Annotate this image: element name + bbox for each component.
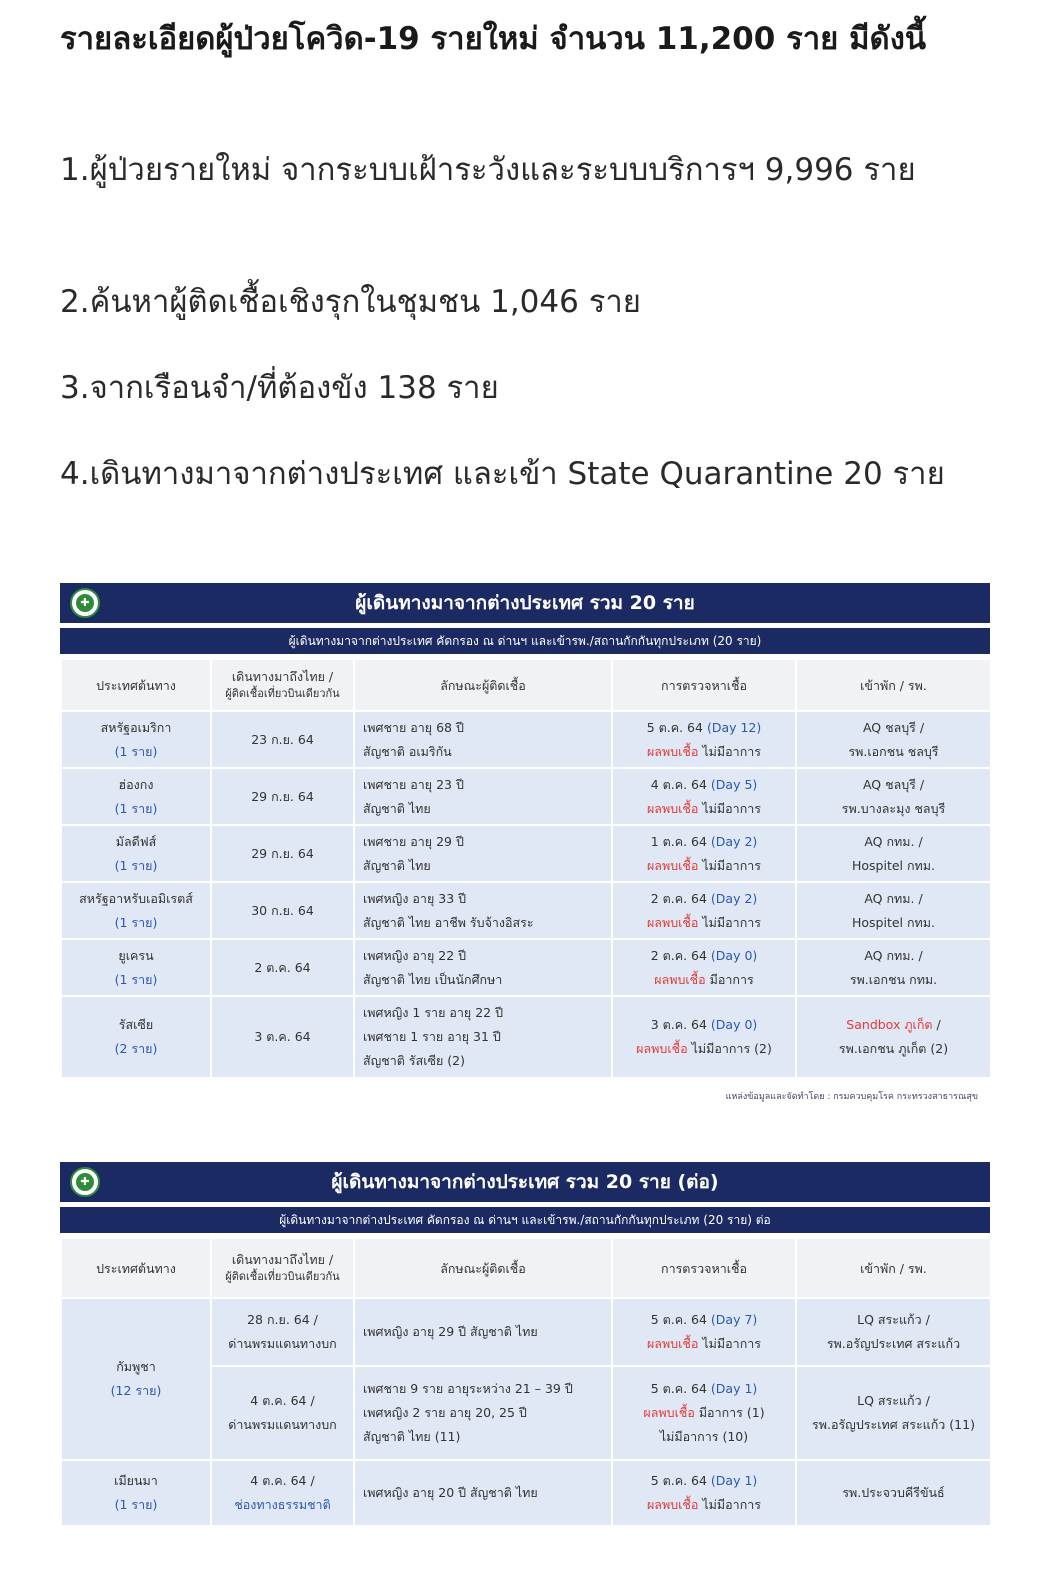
test-date: 1 ต.ค. 64 <box>650 833 707 849</box>
arrival-channel: ช่องทางธรรมชาติ <box>234 1497 331 1512</box>
symptom: ไม่มีอาการ (2) <box>687 1041 772 1056</box>
test-date: 2 ต.ค. 64 <box>650 947 707 963</box>
header-country: ประเทศต้นทาง <box>61 1238 211 1298</box>
stay-quarantine: AQ ชลบุรี / <box>862 719 925 735</box>
test-day: (Day 2) <box>710 833 758 849</box>
test-day: (Day 2) <box>710 890 758 906</box>
stay-hospital: Hospitel กทม. <box>851 914 936 930</box>
stay-quarantine: LQ สระแก้ว / <box>857 1393 930 1408</box>
item-1: 1.ผู้ป่วยรายใหม่ จากระบบเฝ้าระวังและระบบบริการฯ 9,996 ราย <box>60 152 916 188</box>
country: สหรัฐอเมริกา <box>100 719 172 735</box>
case-count: (1 ราย) <box>114 857 158 873</box>
case-count: (2 ราย) <box>114 1041 158 1056</box>
stay-hospital: Hospitel กทม. <box>851 857 936 873</box>
test-date: 5 ต.ค. 64 <box>650 1312 707 1327</box>
test-day: (Day 7) <box>710 1312 758 1327</box>
test-date: 5 ต.ค. 64 <box>646 719 703 735</box>
symptom: ไม่มีอาการ <box>698 914 761 930</box>
test-date: 5 ต.ค. 64 <box>650 1473 707 1488</box>
country: มัลดีฟส์ <box>115 833 157 849</box>
test-result: ผลพบเชื้อ <box>646 800 699 816</box>
header-test: การตรวจหาเชื้อ <box>612 659 796 711</box>
symptom: ไม่มีอาการ <box>698 1336 761 1351</box>
country: ฮ่องกง <box>118 776 154 792</box>
test-result: ผลพบเชื้อ <box>654 971 706 987</box>
arrival-date: 28 ก.ย. 64 / <box>247 1312 318 1327</box>
test-result: ผลพบเชื้อ <box>636 1041 688 1056</box>
symptom: มีอาการ <box>705 971 754 987</box>
ministry-logo-icon: ✚ <box>70 1167 100 1197</box>
stay-quarantine: LQ สระแก้ว / <box>857 1312 930 1327</box>
profile-line: เพศชาย อายุ 68 ปี <box>363 719 464 735</box>
header-test: การตรวจหาเชื้อ <box>612 1238 796 1298</box>
table-row <box>61 882 991 939</box>
test-result: ผลพบเชื้อ <box>646 914 699 930</box>
symptom: ไม่มีอาการ <box>698 857 761 873</box>
stay-sandbox: Sandbox ภูเก็ต <box>846 1017 933 1032</box>
stay-hospital: รพ.บางละมุง ชลบุรี <box>841 800 946 816</box>
profile-line: สัญชาติ ไทย <box>363 857 431 873</box>
arrival-date: 4 ต.ค. 64 / <box>250 1393 315 1408</box>
table-row <box>61 1298 991 1366</box>
arrival-channel: ด่านพรมแดนทางบก <box>228 1336 337 1351</box>
test-date: 5 ต.ค. 64 <box>650 1381 707 1396</box>
profile-line: เพศชาย อายุ 23 ปี <box>363 776 464 792</box>
travelers-infographic-2 <box>60 1162 990 1527</box>
profile-line: สัญชาติ ไทย (11) <box>363 1429 461 1444</box>
stay-quarantine: AQ กทม. / <box>864 890 923 906</box>
arrival-date: 30 ก.ย. 64 <box>211 882 354 939</box>
item-2: 2.ค้นหาผู้ติดเชื้อเชิงรุกในชุมชน 1,046 ราย <box>60 284 641 320</box>
header-stay: เข้าพัก / รพ. <box>796 1238 991 1298</box>
stay-hospital: รพ.เอกชน กทม. <box>849 971 938 987</box>
table-header-row <box>61 659 991 711</box>
stay-quarantine: AQ ชลบุรี / <box>862 776 925 792</box>
profile-line: เพศชาย อายุ 29 ปี <box>363 833 464 849</box>
header-country: ประเทศต้นทาง <box>61 659 211 711</box>
test-date: 3 ต.ค. 64 <box>650 1017 707 1032</box>
arrival-date: 29 ก.ย. 64 <box>211 768 354 825</box>
header-profile: ลักษณะผู้ติดเชื้อ <box>354 1238 612 1298</box>
profile-line: เพศหญิง อายุ 20 ปี สัญชาติ ไทย <box>354 1460 612 1526</box>
arrival-date: 4 ต.ค. 64 / <box>250 1473 315 1488</box>
table-row <box>61 768 991 825</box>
profile-line: สัญชาติ ไทย เป็นนักศึกษา <box>363 971 503 987</box>
stay-hospital: รพ.อรัญประเทศ สระแก้ว <box>826 1336 961 1351</box>
symptom: มีอาการ (1) <box>694 1405 765 1420</box>
arrival-date: 23 ก.ย. 64 <box>211 711 354 768</box>
test-day: (Day 0) <box>710 947 758 963</box>
country: เมียนมา <box>114 1473 158 1488</box>
test-result: ผลพบเชื้อ <box>643 1405 695 1420</box>
profile-line: สัญชาติ รัสเซีย (2) <box>363 1053 465 1068</box>
case-count: (1 ราย) <box>114 914 158 930</box>
symptom: ไม่มีอาการ <box>698 743 761 759</box>
profile-line: เพศหญิง อายุ 22 ปี <box>363 947 467 963</box>
arrival-date: 29 ก.ย. 64 <box>211 825 354 882</box>
stay-hospital: รพ.เอกชน ชลบุรี <box>848 743 939 759</box>
symptom: ไม่มีอาการ <box>698 1497 761 1512</box>
card-subtitle: ผู้เดินทางมาจากต่างประเทศ คัดกรอง ณ ด่านฯ และเข้ารพ./สถานกักกันทุกประเภท (20 ราย) ต่อ <box>60 1207 990 1233</box>
stay-hospital: รพ.อรัญประเทศ สระแก้ว (11) <box>812 1417 975 1432</box>
profile-line: เพศหญิง อายุ 33 ปี <box>363 890 467 906</box>
test-day: (Day 12) <box>706 719 762 735</box>
item-3: 3.จากเรือนจำ/ที่ต้องขัง 138 ราย <box>60 370 499 406</box>
table-row: รัสเซีย (2 ราย) 3 ต.ค. 64 เพศหญิง 1 ราย อายุ 22 ปี เพศชาย 1 ราย อายุ 31 ปี สัญชาติ รัสเซีย (2) 3 ต.ค. 64 (Day 0) ผลพบเชื้อ ไม่มีอาการ (2) Sandbox ภูเก็ต / รพ.เอกชน ภูเก็ต (2) <box>61 996 991 1078</box>
test-result: ผลพบเชื้อ <box>646 1497 699 1512</box>
profile-line: เพศหญิง อายุ 29 ปี สัญชาติ ไทย <box>354 1298 612 1366</box>
profile-line: เพศหญิง 1 ราย อายุ 22 ปี <box>363 1005 504 1020</box>
test-result: ผลพบเชื้อ <box>646 743 699 759</box>
country: รัสเซีย <box>118 1017 154 1032</box>
stay-hospital: รพ.เอกชน ภูเก็ต (2) <box>838 1041 949 1056</box>
profile-line: สัญชาติ ไทย อาชีพ รับจ้างอิสระ <box>363 914 534 930</box>
test-result: ผลพบเชื้อ <box>646 857 699 873</box>
arrival-channel: ด่านพรมแดนทางบก <box>228 1417 337 1432</box>
arrival-date: 2 ต.ค. 64 <box>211 939 354 996</box>
test-date: 2 ต.ค. 64 <box>650 890 707 906</box>
headline: รายละเอียดผู้ป่วยโควิด-19 รายใหม่ จำนวน 11,200 ราย มีดังนี้ <box>60 21 927 57</box>
header-stay: เข้าพัก / รพ. <box>796 659 991 711</box>
source-credit: แหล่งข้อมูลและจัดทำโดย : กรมควบคุมโรค กระทรวงสาธารณสุข <box>725 1092 978 1102</box>
stay-quarantine: AQ กทม. / <box>864 833 923 849</box>
card-banner <box>60 583 990 623</box>
test-day: (Day 1) <box>710 1381 758 1396</box>
table-header-row <box>61 1238 991 1298</box>
arrival-date: 3 ต.ค. 64 <box>211 996 354 1078</box>
item-4: 4.เดินทางมาจากต่างประเทศ และเข้า State Quarantine 20 ราย <box>60 456 945 492</box>
travelers-infographic-1 <box>60 583 990 1103</box>
case-count: (1 ราย) <box>114 800 158 816</box>
card-banner <box>60 1162 990 1202</box>
case-count: (1 ราย) <box>114 743 158 759</box>
table-row <box>61 825 991 882</box>
case-count: (12 ราย) <box>110 1383 162 1398</box>
country: ยูเครน <box>118 947 154 963</box>
card-subtitle: ผู้เดินทางมาจากต่างประเทศ คัดกรอง ณ ด่านฯ และเข้ารพ./สถานกักกันทุกประเภท (20 ราย) <box>60 628 990 654</box>
test-day: (Day 0) <box>710 1017 758 1032</box>
test-day: (Day 5) <box>710 776 758 792</box>
header-arrival: เดินทางมาถึงไทย / ผู้ติดเชื้อเที่ยวบินเดียวกัน <box>211 1238 354 1298</box>
card-title: ผู้เดินทางมาจากต่างประเทศ รวม 20 ราย <box>355 592 695 614</box>
test-date: 4 ต.ค. 64 <box>650 776 707 792</box>
table-row <box>61 711 991 768</box>
travelers-table <box>60 1237 992 1527</box>
profile-line: สัญชาติ อเมริกัน <box>363 743 452 759</box>
header-arrival: เดินทางมาถึงไทย / ผู้ติดเชื้อเที่ยวบินเดียวกัน <box>211 659 354 711</box>
stay-quarantine: AQ กทม. / <box>864 947 923 963</box>
profile-line: เพศชาย 9 ราย อายุระหว่าง 21 – 39 ปี <box>363 1381 573 1396</box>
table-row <box>61 1460 991 1526</box>
test-result: ผลพบเชื้อ <box>646 1336 699 1351</box>
symptom: ไม่มีอาการ (10) <box>659 1429 749 1444</box>
case-count: (1 ราย) <box>114 1497 158 1512</box>
ministry-logo-icon: ✚ <box>70 588 100 618</box>
profile-line: เพศชาย 1 ราย อายุ 31 ปี <box>363 1029 501 1044</box>
profile-line: เพศหญิง 2 ราย อายุ 20, 25 ปี <box>363 1405 527 1420</box>
card-title: ผู้เดินทางมาจากต่างประเทศ รวม 20 ราย (ต่อ) <box>331 1171 719 1193</box>
header-profile: ลักษณะผู้ติดเชื้อ <box>354 659 612 711</box>
country: กัมพูชา <box>116 1359 156 1374</box>
table-row <box>61 939 991 996</box>
country: สหรัฐอาหรับเอมิเรตส์ <box>79 890 193 906</box>
stay-hospital: รพ.ประจวบคีรีขันธ์ <box>796 1460 991 1526</box>
symptom: ไม่มีอาการ <box>698 800 761 816</box>
travelers-table <box>60 658 992 1079</box>
case-count: (1 ราย) <box>114 971 158 987</box>
profile-line: สัญชาติ ไทย <box>363 800 431 816</box>
test-day: (Day 1) <box>710 1473 758 1488</box>
